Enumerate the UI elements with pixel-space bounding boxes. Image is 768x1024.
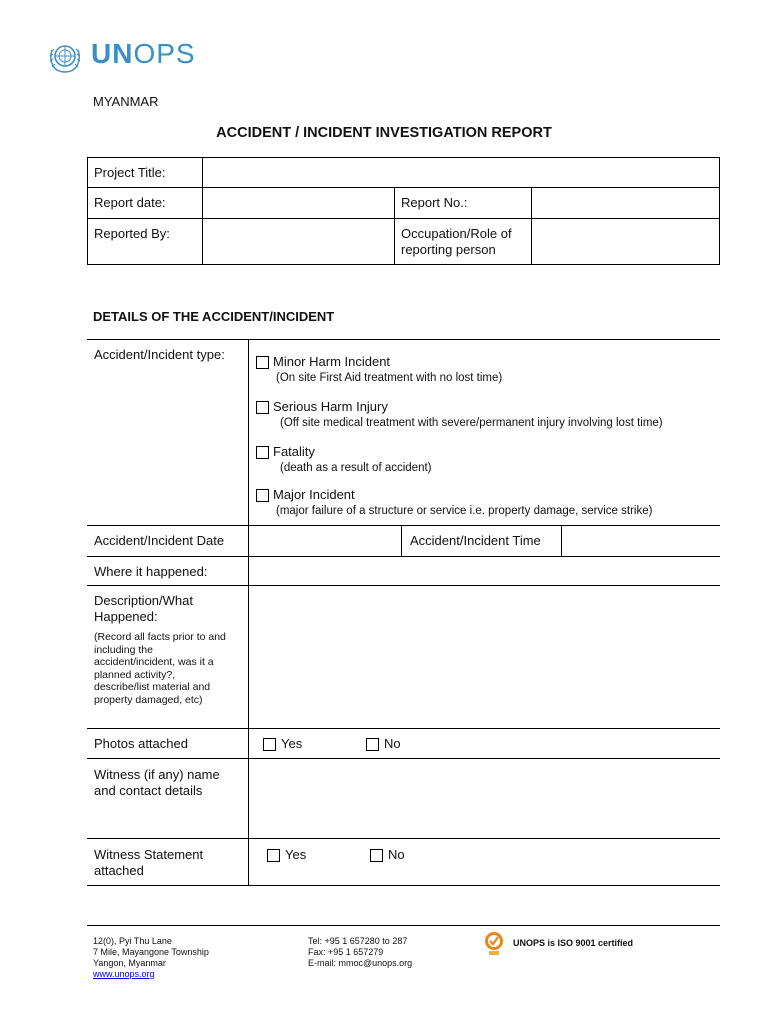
witness-label: Witness (if any) name and contact details (94, 767, 220, 798)
time-label: Accident/Incident Time (410, 533, 541, 548)
date-field[interactable] (250, 527, 400, 555)
country-label: MYANMAR (93, 94, 159, 109)
minor-checkbox[interactable] (256, 356, 269, 369)
project-title-label: Project Title: (94, 165, 166, 180)
photos-yes-checkbox[interactable] (263, 738, 276, 751)
fatality-label: Fatality (273, 444, 315, 459)
website-link[interactable]: www.unops.org (93, 969, 155, 979)
photos-no-checkbox[interactable] (366, 738, 379, 751)
statement-yes-checkbox[interactable] (267, 849, 280, 862)
statement-label: Witness Statement attached (94, 847, 204, 878)
statement-no-checkbox[interactable] (370, 849, 383, 862)
logo-wordmark: UNOPS (91, 38, 196, 69)
report-no-label: Report No.: (401, 195, 468, 210)
type-label: Accident/Incident type: (94, 347, 225, 362)
date-label: Accident/Incident Date (94, 533, 225, 548)
description-label: Description/What Happened: (94, 593, 193, 624)
section-title: DETAILS OF THE ACCIDENT/INCIDENT (93, 309, 335, 324)
where-label: Where it happened: (94, 564, 208, 579)
reported-by-field[interactable] (204, 220, 393, 263)
project-title-field[interactable] (204, 159, 718, 186)
occupation-field[interactable] (533, 220, 718, 263)
iso-text: UNOPS is ISO 9001 certified (513, 938, 634, 948)
serious-label: Serious Harm Injury (273, 399, 388, 414)
serious-checkbox[interactable] (256, 401, 269, 414)
unops-logo (47, 40, 227, 74)
minor-label: Minor Harm Incident (273, 354, 391, 369)
witness-field[interactable] (250, 760, 718, 837)
report-date-field[interactable] (204, 189, 393, 217)
photos-yes-label: Yes (281, 736, 303, 751)
report-no-field[interactable] (533, 189, 718, 217)
footer-divider (87, 925, 720, 926)
reported-by-label: Reported By: (94, 226, 170, 241)
major-desc: (major failure of a structure or service i.e. property damage, service strike) (276, 505, 653, 517)
report-date-label: Report date: (94, 195, 166, 210)
time-field[interactable] (563, 527, 718, 555)
statement-yes-label: Yes (285, 847, 307, 862)
major-checkbox[interactable] (256, 489, 269, 502)
fatality-desc: (death as a result of accident) (280, 462, 432, 474)
statement-no-label: No (388, 847, 405, 862)
description-field[interactable] (250, 587, 718, 727)
where-field[interactable] (250, 558, 718, 584)
footer-contact: Tel: +95 1 657280 to 287 Fax: +95 1 657279 E-mail: mmoc@unops.org (308, 936, 413, 968)
photos-label: Photos attached (94, 736, 188, 751)
iso-certification-icon (482, 930, 506, 956)
fatality-checkbox[interactable] (256, 446, 269, 459)
footer-address: 12(0), Pyi Thu Lane 7 Mile, Mayangone Township Yangon, Myanmar www.unops.org (93, 936, 209, 979)
major-label: Major Incident (273, 487, 355, 502)
occupation-label: Occupation/Role of reporting person (401, 226, 512, 257)
page-title: ACCIDENT / INCIDENT INVESTIGATION REPORT (216, 125, 552, 141)
photos-no-label: No (384, 736, 401, 751)
description-note: (Record all facts prior to and including the accident/incident, was it a planned activity?, describe/list material and property damaged, etc) (94, 631, 226, 706)
serious-desc: (Off site medical treatment with severe/permanent injury involving lost time) (280, 417, 663, 429)
minor-desc: (On site First Aid treatment with no lost time) (276, 372, 503, 384)
un-emblem-icon (47, 40, 83, 74)
